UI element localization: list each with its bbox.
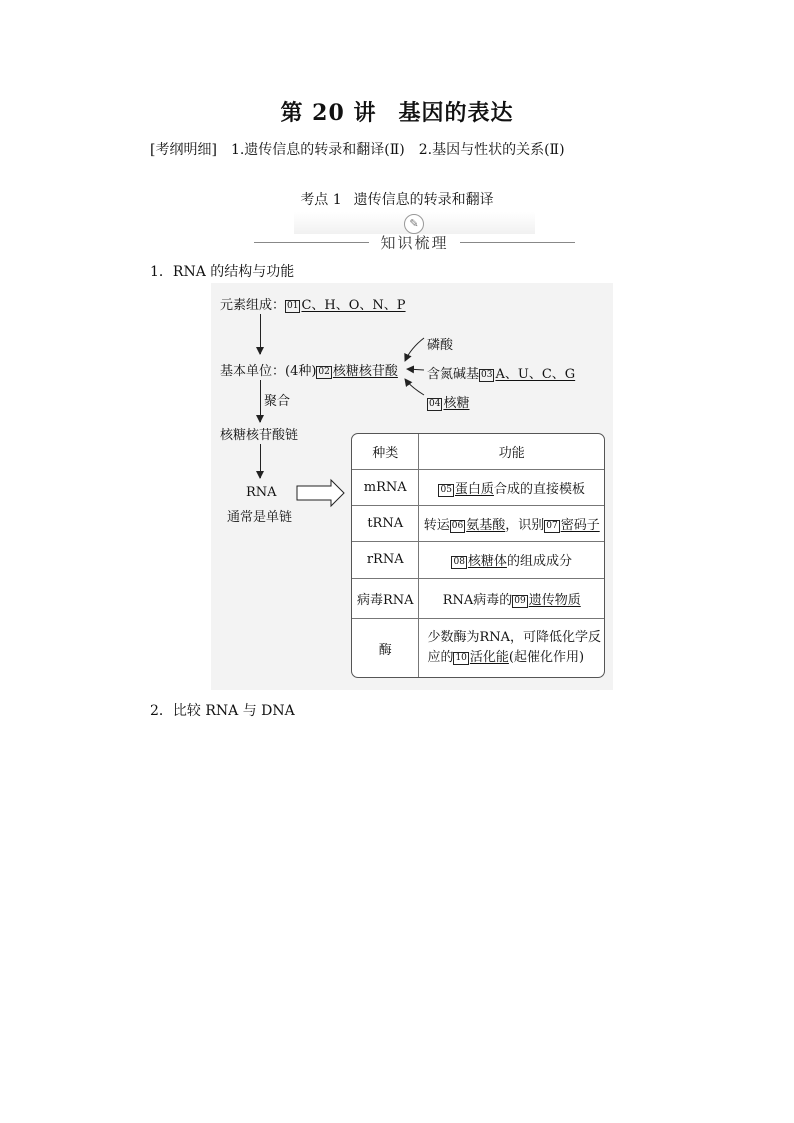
- arrow-base: [407, 369, 424, 370]
- kind-virus-rna: 病毒RNA: [352, 579, 419, 619]
- blank-number-08: 08: [453, 557, 465, 568]
- virus-answer: 遗传物质: [528, 593, 581, 609]
- enzyme-answer: 活化能: [469, 650, 509, 666]
- blank-number-06: 06: [451, 520, 464, 531]
- subheading-rna-structure: 1．RNA 的结构与功能: [150, 264, 295, 280]
- base-label: 含氮碱基: [427, 367, 480, 382]
- enzyme-post: (起催化作用): [508, 650, 585, 666]
- table-row: [352, 619, 604, 677]
- arrow-phosphate: [405, 338, 424, 361]
- enzyme-line-1: 少数酶为RNA，可降低化学反: [427, 630, 601, 646]
- table-header-row: [352, 434, 604, 469]
- virus-pre: RNA病毒的: [442, 593, 513, 609]
- key-point-heading: [0, 189, 794, 209]
- rna-diagram: [211, 283, 613, 690]
- phosphate-label: 磷酸: [427, 338, 454, 353]
- function-virus-rna: [419, 579, 604, 619]
- pen-icon: ✎: [404, 214, 424, 234]
- arrow-down-3: [260, 444, 261, 478]
- mrna-answer: 蛋白质: [454, 481, 494, 497]
- table-row: [352, 469, 604, 505]
- blank-number-02: 02: [318, 367, 330, 377]
- unit-answer: 核糖核苷酸: [332, 364, 398, 379]
- rrna-answer: 核糖体: [467, 554, 507, 570]
- chain-label: 核糖核苷酸链: [220, 428, 299, 443]
- arrow-down-2: [260, 380, 261, 422]
- section-banner-label: 知识梳理: [380, 234, 449, 252]
- sugar-line: [427, 392, 469, 411]
- trna-mid: ，识别: [505, 517, 545, 533]
- outline-item-2: 2.基因与性状的关系(Ⅱ): [418, 142, 565, 158]
- section-banner: [254, 212, 575, 252]
- kind-rrna: rRNA: [352, 541, 419, 578]
- base-answer: A、U、C、G: [495, 367, 576, 382]
- polymerize-label: 聚合: [264, 394, 291, 409]
- key-point-label: 考点 1: [300, 192, 342, 208]
- lecture-title: 基因的表达: [398, 100, 514, 126]
- rna-label: RNA: [246, 485, 277, 500]
- rna-function-table: [351, 433, 605, 678]
- trna-pre: 转运: [423, 517, 450, 533]
- subheading-compare-rna-dna: 2．比较 RNA 与 DNA: [150, 703, 295, 719]
- kind-enzyme: 酶: [352, 619, 419, 677]
- table-row: [352, 541, 604, 578]
- enzyme-pre: 应的: [427, 650, 454, 666]
- header-function: 功能: [419, 434, 604, 469]
- arrow-sugar: [405, 379, 424, 395]
- function-rrna: [419, 541, 604, 578]
- kind-mrna: mRNA: [352, 469, 419, 505]
- mrna-rest: 合成的直接模板: [493, 481, 585, 497]
- blank-number-03: 03: [481, 370, 493, 380]
- outline-item-1: 1.遗传信息的转录和翻译(Ⅱ): [230, 142, 405, 158]
- page-title: [0, 96, 794, 127]
- kind-trna: tRNA: [352, 505, 419, 541]
- elements-answer: C、H、O、N、P: [301, 298, 406, 313]
- key-point-title: 遗传信息的转录和翻译: [353, 192, 494, 208]
- rrna-rest: 的组成成分: [506, 554, 572, 570]
- hollow-arrow-right: [297, 480, 344, 506]
- blank-number-05: 05: [440, 484, 452, 495]
- function-enzyme: [419, 619, 604, 677]
- function-trna: [419, 505, 604, 541]
- table-row: [352, 579, 604, 619]
- blank-number-09: 09: [514, 596, 526, 607]
- single-strand-label: 通常是单链: [227, 510, 293, 525]
- blank-number-04: 04: [429, 399, 441, 409]
- header-kind: 种类: [352, 434, 419, 469]
- sugar-answer: 核糖: [443, 396, 470, 411]
- blank-number-10: 10: [455, 653, 467, 664]
- lecture-number: 第 20 讲: [280, 100, 377, 126]
- base-line: [427, 363, 575, 382]
- blank-number-07: 07: [546, 520, 558, 531]
- unit-label: 基本单位：(4种): [220, 364, 317, 379]
- outline-tag: [考纲明细]: [150, 142, 217, 158]
- blank-number-01: 01: [287, 301, 299, 311]
- syllabus-outline: [150, 139, 565, 159]
- trna-answer-2: 密码子: [560, 517, 600, 533]
- trna-answer-1: 氨基酸: [466, 517, 506, 533]
- function-mrna: [419, 469, 604, 505]
- elements-label: 元素组成：: [220, 298, 286, 313]
- table-row: [352, 505, 604, 541]
